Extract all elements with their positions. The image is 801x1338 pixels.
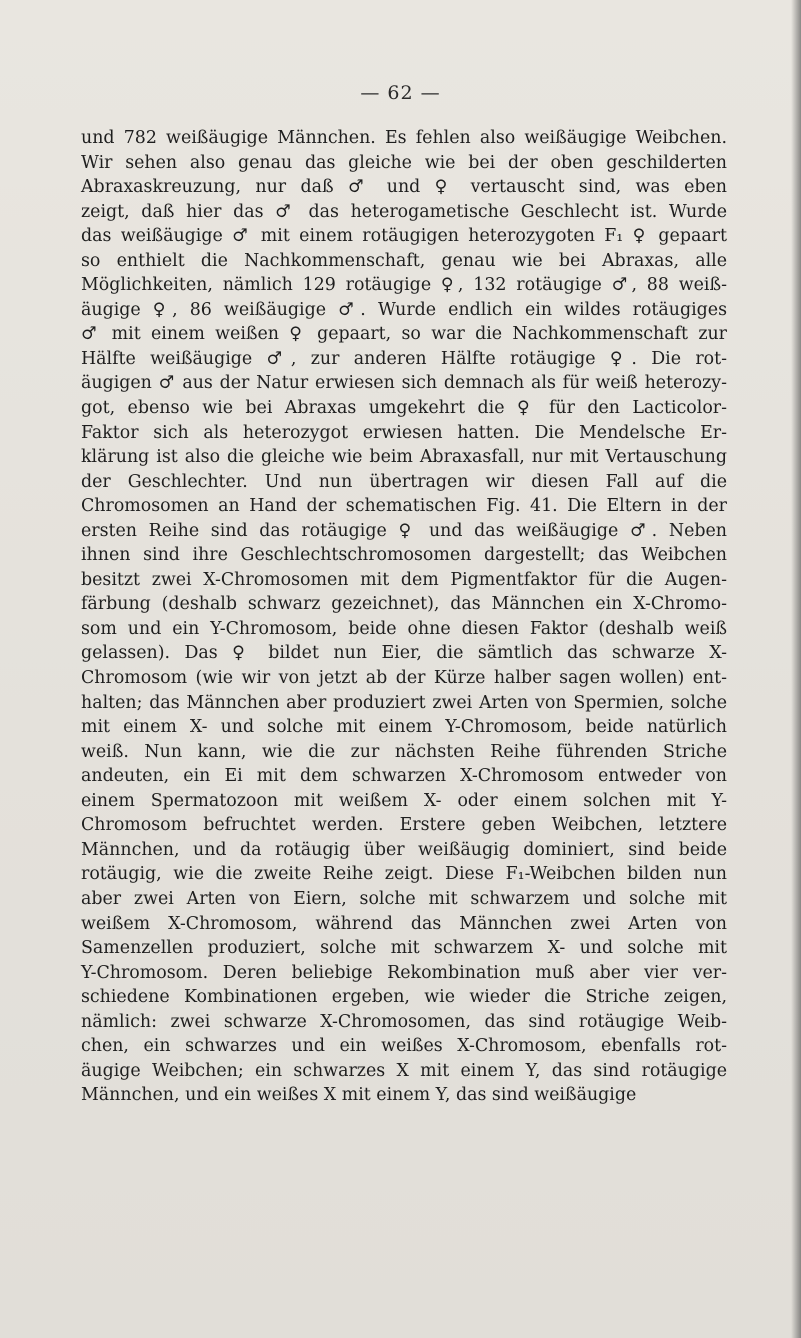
text-line: und 782 weißäugige Männchen. Es fehlen also weißäugige Weibchen. bbox=[81, 128, 727, 148]
text-line: andeuten, ein Ei mit dem schwarzen X-Chromosom entweder von bbox=[81, 766, 727, 787]
text-line: äugige ♀, 86 weißäugige ♂. Wurde endlich ein wildes rotäugiges bbox=[81, 299, 727, 320]
text-line: der Geschlechter. Und nun übertragen wir diesen Fall auf die bbox=[81, 471, 727, 492]
text-line: Y-Chromosom. Deren beliebige Rekombination muß aber vier ver- bbox=[81, 962, 727, 983]
text-line: besitzt zwei X-Chromosomen mit dem Pigmentfaktor für die Augen- bbox=[81, 569, 727, 590]
text-line: got, ebenso wie bei Abraxas umgekehrt die ♀ für den Lacticolor- bbox=[81, 398, 727, 419]
text-line: gelassen). Das ♀ bildet nun Eier, die sämtlich das schwarze X- bbox=[81, 643, 727, 664]
text-line: ihnen sind ihre Geschlechtschromosomen dargestellt; das Weibchen bbox=[81, 545, 727, 566]
text-line: Männchen, und da rotäugig über weißäugig dominiert, sind beide bbox=[81, 839, 727, 860]
text-line: weißem X-Chromosom, während das Männchen zwei Arten von bbox=[81, 913, 727, 934]
text-line: aber zwei Arten von Eiern, solche mit schwarzem und solche mit bbox=[81, 888, 727, 909]
text-line: Wir sehen also genau das gleiche wie bei der oben geschilderten bbox=[81, 152, 727, 173]
text-line: ♂ mit einem weißen ♀ gepaart, so war die Nachkommenschaft zur bbox=[81, 324, 727, 345]
text-line: halten; das Männchen aber produziert zwei Arten von Spermien, solche bbox=[81, 692, 727, 713]
text-line: Faktor sich als heterozygot erwiesen hatten. Die Mendelsche Er- bbox=[81, 422, 727, 443]
text-line: Männchen, und ein weißes X mit einem Y, das sind weißäugige bbox=[81, 1085, 637, 1106]
text-line: das weißäugige ♂ mit einem rotäugigen heterozygoten F₁ ♀ gepaart bbox=[81, 226, 727, 247]
text-line: zeigt, daß hier das ♂ das heterogametische Geschlecht ist. Wurde bbox=[81, 201, 727, 222]
text-line: einem Spermatozoon mit weißem X- oder einem solchen mit Y- bbox=[81, 790, 727, 811]
page-edge-shadow bbox=[791, 0, 801, 1338]
text-line: äugige Weibchen; ein schwarzes X mit einem Y, das sind rotäugige bbox=[81, 1060, 727, 1081]
text-line: Samenzellen produziert, solche mit schwarzem X- und solche mit bbox=[81, 938, 727, 959]
text-line: schiedene Kombinationen ergeben, wie wieder die Striche zeigen, bbox=[81, 987, 727, 1008]
text-line: mit einem X- und solche mit einem Y-Chromosom, beide natürlich bbox=[81, 717, 727, 738]
body-text bbox=[81, 126, 727, 1108]
text-line: weiß. Nun kann, wie die zur nächsten Reihe führenden Striche bbox=[81, 741, 727, 762]
text-line: nämlich: zwei schwarze X-Chromosomen, das sind rotäugige Weib- bbox=[81, 1011, 727, 1032]
text-line: Chromosomen an Hand der schematischen Fig. 41. Die Eltern in der bbox=[81, 496, 727, 517]
text-line: Chromosom (wie wir von jetzt ab der Kürze halber sagen wollen) ent- bbox=[81, 668, 727, 689]
text-line: so enthielt die Nachkommenschaft, genau wie bei Abraxas, alle bbox=[81, 250, 727, 271]
page-number: — 62 — bbox=[360, 82, 441, 104]
text-line: chen, ein schwarzes und ein weißes X-Chromosom, ebenfalls rot- bbox=[81, 1036, 727, 1057]
text-line: färbung (deshalb schwarz gezeichnet), das Männchen ein X-Chromo- bbox=[81, 594, 727, 615]
text-line: Chromosom befruchtet werden. Erstere geben Weibchen, letztere bbox=[81, 815, 727, 836]
text-line: Hälfte weißäugige ♂, zur anderen Hälfte rotäugige ♀. Die rot- bbox=[81, 348, 727, 369]
text-line: äugigen ♂ aus der Natur erwiesen sich demnach als für weiß heterozy- bbox=[81, 373, 727, 394]
text-line: Abraxaskreuzung, nur daß ♂ und ♀ vertauscht sind, was eben bbox=[81, 177, 727, 198]
text-line: Möglichkeiten, nämlich 129 rotäugige ♀, 132 rotäugige ♂, 88 weiß- bbox=[81, 275, 727, 296]
text-line: klärung ist also die gleiche wie beim Abraxasfall, nur mit Vertauschung bbox=[81, 447, 727, 468]
text-line: rotäugig, wie die zweite Reihe zeigt. Diese F₁-Weibchen bilden nun bbox=[81, 864, 727, 885]
text-line: ersten Reihe sind das rotäugige ♀ und das weißäugige ♂. Neben bbox=[81, 520, 727, 541]
text-line: som und ein Y-Chromosom, beide ohne diesen Faktor (deshalb weiß bbox=[81, 618, 727, 639]
